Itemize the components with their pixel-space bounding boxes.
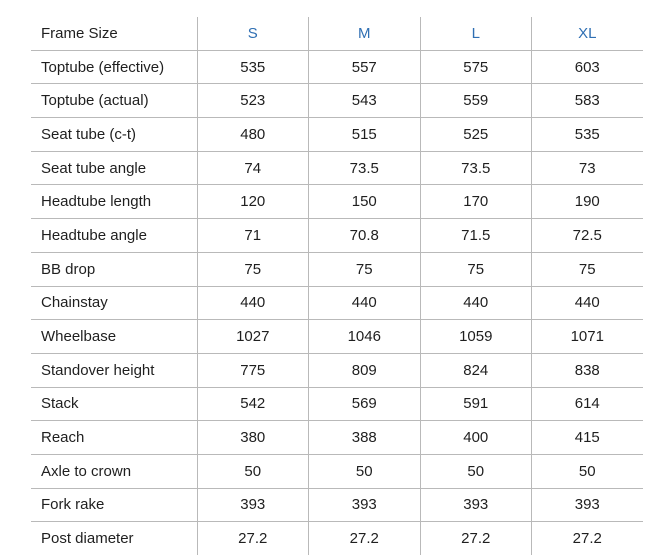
cell-value-m: 50 (309, 454, 421, 488)
frame-size-header: Frame Size (31, 17, 197, 50)
cell-value-m: 150 (309, 185, 421, 219)
row-label: Wheelbase (31, 320, 197, 354)
cell-value-l: 50 (420, 454, 532, 488)
cell-value-s: 775 (197, 353, 309, 387)
cell-value-s: 480 (197, 118, 309, 152)
cell-value-xl: 614 (532, 387, 643, 421)
cell-value-l: 400 (420, 421, 532, 455)
row-label: Reach (31, 421, 197, 455)
cell-value-s: 393 (197, 488, 309, 522)
cell-value-xl: 27.2 (572, 530, 602, 548)
cell-value-s: 440 (197, 286, 309, 320)
row-label: Standover height (31, 353, 197, 387)
cell-value-l: 591 (420, 387, 532, 421)
row-label: Headtube length (31, 185, 197, 219)
cell-value-xl: 583 (532, 84, 643, 118)
cell-value-s: 50 (197, 454, 309, 488)
size-header-m: M (309, 17, 421, 50)
header-row (31, 17, 643, 50)
table-row (31, 286, 643, 320)
cell-value-xl: 603 (532, 50, 643, 84)
cell-value-s: 74 (197, 151, 309, 185)
cell-value-m: 393 (309, 488, 421, 522)
cell-value-m: 75 (309, 252, 421, 286)
cell-value-m: 73.5 (309, 151, 421, 185)
geometry-table (31, 17, 643, 555)
cell-value-l: 393 (420, 488, 532, 522)
table-row (31, 219, 643, 253)
cell-value-m: 70.8 (309, 219, 421, 253)
row-label: Toptube (effective) (31, 50, 197, 84)
table-row (31, 185, 643, 219)
cell-value-l: 75 (420, 252, 532, 286)
table-row (31, 118, 643, 152)
cell-value-l: 27.2 (420, 522, 532, 555)
cell-value-s: 120 (197, 185, 309, 219)
cell-value-xl: 535 (532, 118, 643, 152)
cell-value-xl: 190 (532, 185, 643, 219)
table-row (31, 320, 643, 354)
cell-value-m: 557 (309, 50, 421, 84)
table-row (31, 50, 643, 84)
table-body (31, 50, 643, 555)
cell-value-s: 535 (197, 50, 309, 84)
cell-value-m: 1046 (309, 320, 421, 354)
cell-value-l: 73.5 (420, 151, 532, 185)
cell-value-l: 525 (420, 118, 532, 152)
row-label: Stack (31, 387, 197, 421)
cell-value-l: 440 (420, 286, 532, 320)
cell-value-xl: 1071 (532, 320, 643, 354)
row-label: Toptube (actual) (31, 84, 197, 118)
cell-value-s: 75 (197, 252, 309, 286)
cell-value-m: 569 (309, 387, 421, 421)
cell-value-l: 1059 (420, 320, 532, 354)
cell-value-m: 543 (309, 84, 421, 118)
row-label: Post diameter (31, 522, 197, 555)
cell-value-l: 71.5 (420, 219, 532, 253)
cell-value-xl: 75 (532, 252, 643, 286)
cell-value-s: 380 (197, 421, 309, 455)
table-row (31, 387, 643, 421)
row-label: Seat tube (c-t) (31, 118, 197, 152)
cell-value-m: 27.2 (309, 522, 421, 555)
cell-value-xl: 415 (532, 421, 643, 455)
table-row (31, 454, 643, 488)
row-label: Headtube angle (31, 219, 197, 253)
size-header-s: S (197, 17, 309, 50)
cell-value-m: 515 (309, 118, 421, 152)
cell-value-s: 27.2 (197, 522, 309, 555)
cell-value-s: 542 (197, 387, 309, 421)
table-row (31, 252, 643, 286)
cell-value-s: 1027 (197, 320, 309, 354)
table-row (31, 522, 643, 555)
cell-value-xl: 393 (532, 488, 643, 522)
cell-value-xl: 440 (532, 286, 643, 320)
size-header-l: L (420, 17, 532, 50)
cell-value-l: 170 (420, 185, 532, 219)
cell-value-l: 824 (420, 353, 532, 387)
row-label: BB drop (31, 252, 197, 286)
cell-value-xl: 50 (532, 454, 643, 488)
cell-value-m: 809 (309, 353, 421, 387)
cell-value-m: 388 (309, 421, 421, 455)
row-label: Axle to crown (31, 454, 197, 488)
table-row (31, 421, 643, 455)
row-label: Chainstay (31, 286, 197, 320)
row-label: Fork rake (31, 488, 197, 522)
cell-value-xl: 838 (532, 353, 643, 387)
cell-value-s: 71 (197, 219, 309, 253)
table-row (31, 151, 643, 185)
cell-value-m: 440 (309, 286, 421, 320)
table-row (31, 488, 643, 522)
table-row (31, 353, 643, 387)
size-header-xl: XL (532, 17, 643, 50)
cell-value-l: 559 (420, 84, 532, 118)
cell-value-xl: 72.5 (532, 219, 643, 253)
cell-value-xl: 73 (532, 151, 643, 185)
cell-value-s: 523 (197, 84, 309, 118)
cell-value-l: 575 (420, 50, 532, 84)
row-label: Seat tube angle (31, 151, 197, 185)
table-row (31, 84, 643, 118)
